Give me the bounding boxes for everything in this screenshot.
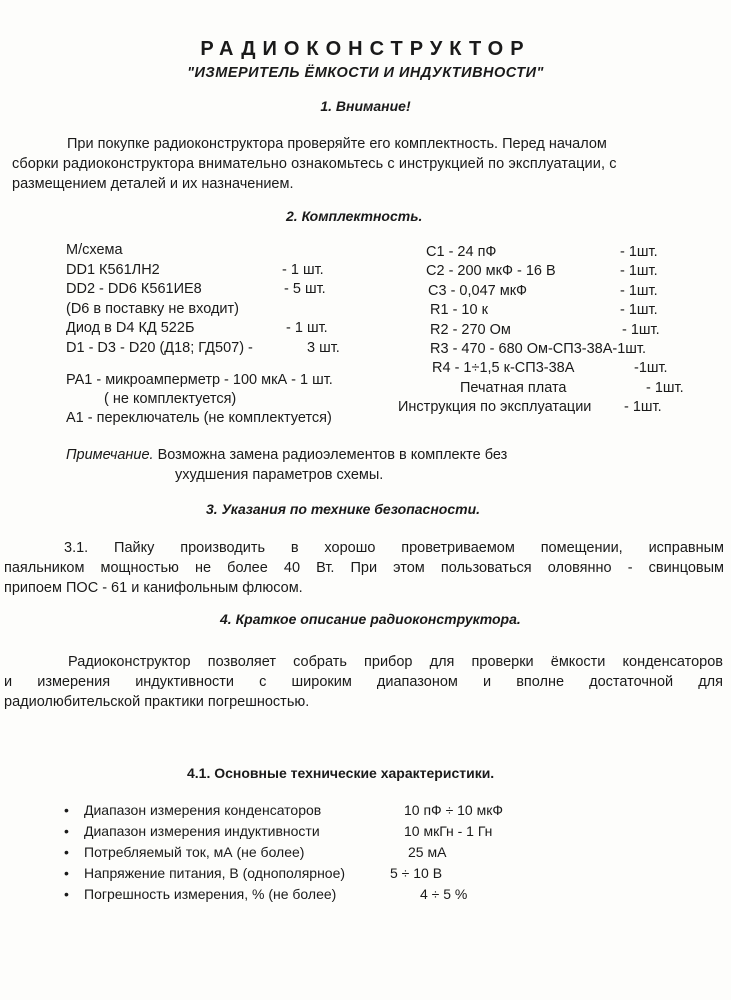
bullet-icon: • <box>64 865 69 881</box>
kit-item-name: М/схема <box>66 242 123 258</box>
kit-item <box>398 340 678 359</box>
kit-list-right <box>398 243 684 418</box>
kit-list-left-extra <box>66 371 396 428</box>
kit-item <box>66 261 386 281</box>
kit-item-qty: - 1шт. <box>624 399 662 416</box>
spec-item <box>64 865 544 886</box>
kit-item-name: R4 - 1÷1,5 к-СП3-38А <box>432 360 575 377</box>
kit-note <box>66 445 507 485</box>
kit-item-name: D1 - D3 - D20 (Д18; ГД507) - <box>66 339 253 356</box>
kit-item <box>66 241 386 261</box>
kit-item: A1 - переключатель (не комплектуется) <box>66 410 332 426</box>
note-text-1: Возможна замена радиоэлементов в комплекте без <box>157 447 508 463</box>
kit-item <box>398 243 678 262</box>
kit-item-name: R2 - 270 Ом <box>430 321 511 338</box>
spec-label: Потребляемый ток, мА (не более) <box>84 844 305 860</box>
kit-item <box>398 301 678 320</box>
bullet-icon: • <box>64 802 69 818</box>
kit-item-qty: - 1шт. <box>620 302 658 319</box>
kit-item-name: DD2 - DD6 К561ИЕ8 <box>66 281 202 298</box>
kit-item-name: R1 - 10 к <box>430 302 488 319</box>
section1-line-3: размещением деталей и их назначением. <box>12 176 294 192</box>
kit-item <box>398 379 684 398</box>
spec-item <box>64 886 544 907</box>
section1-line-2: сборки радиоконструктора внимательно ознакомьтесь с инструкцией по эксплуатации, с <box>12 156 617 172</box>
bullet-icon: • <box>64 823 69 839</box>
spec-label: Погрешность измерения, % (не более) <box>84 886 337 902</box>
bullet-icon: • <box>64 844 69 860</box>
kit-item-name: C2 - 200 мкФ - 16 В <box>426 263 556 280</box>
kit-item <box>398 321 678 340</box>
kit-item-name: C3 - 0,047 мкФ <box>428 282 528 299</box>
spec-value: 5 ÷ 10 В <box>390 865 443 881</box>
kit-item <box>398 398 678 417</box>
bullet-icon: • <box>64 886 69 902</box>
kit-item <box>66 319 386 339</box>
kit-item-name: Печатная плата <box>460 379 567 396</box>
spec-value: 4 ÷ 5 % <box>420 886 468 902</box>
kit-item: ( не комплектуется) <box>104 391 237 407</box>
section3-line-2: паяльником мощностью не более 40 Вт. При этом пользоваться оловянно - свинцовым <box>4 560 724 576</box>
document-subtitle: "ИЗМЕРИТЕЛЬ ЁМКОСТИ И ИНДУКТИВНОСТИ" <box>187 65 544 81</box>
kit-item <box>66 339 386 359</box>
note-label: Примечание. <box>66 447 154 463</box>
kit-item-qty: - 1шт. <box>620 282 658 299</box>
section4-line-1: Радиоконструктор позволяет собрать прибор для проверки ёмкости конденсаторов <box>68 654 723 670</box>
kit-item-qty: - 1 шт. <box>282 261 324 278</box>
kit-item <box>66 300 386 320</box>
section1-text <box>12 134 662 194</box>
kit-item-qty: -1шт. <box>634 360 668 377</box>
document-title: РАДИОКОНСТРУКТОР <box>200 38 531 60</box>
section3-heading: 3. Указания по технике безопасности. <box>206 501 481 517</box>
kit-item <box>66 280 386 300</box>
spec-list <box>64 802 544 907</box>
kit-item-qty: - 5 шт. <box>284 281 326 298</box>
section3-text <box>4 538 724 598</box>
kit-item-qty: - 1шт. <box>622 321 660 338</box>
note-text-2: ухудшения параметров схемы. <box>175 467 384 483</box>
spec-item <box>64 823 544 844</box>
kit-item-name: Диод в D4 КД 522Б <box>66 320 195 337</box>
kit-item-qty: - 1шт. <box>620 263 658 280</box>
section4-heading: 4. Краткое описание радиоконструктора. <box>220 611 521 627</box>
spec-item <box>64 844 544 865</box>
section4-line-2: и измерения индуктивности с широким диапазоном и вполне достаточной для <box>4 674 723 690</box>
kit-item-qty: - 1шт. <box>646 379 684 396</box>
kit-item-name: R3 - 470 - 680 Ом-СП3-38А-1шт. <box>430 340 646 357</box>
kit-item <box>398 282 678 301</box>
spec-value: 25 мА <box>408 844 447 860</box>
spec-label: Напряжение питания, В (однополярное) <box>84 865 346 881</box>
spec-value: 10 мкГн - 1 Гн <box>404 823 493 839</box>
spec-label: Диапазон измерения индуктивности <box>84 823 320 839</box>
kit-item-name: (D6 в поставку не входит) <box>66 300 239 317</box>
section1-line-1: При покупке радиоконструктора проверяйте его комплектность. Перед началом <box>67 136 607 152</box>
kit-item-qty: - 1 шт. <box>286 320 328 337</box>
spec-value: 10 пФ ÷ 10 мкФ <box>404 802 504 818</box>
kit-item-name: C1 - 24 пФ <box>426 244 497 260</box>
section3-line-1: 3.1. Пайку производить в хорошо проветриваемом помещении, исправным <box>64 540 724 556</box>
spec-label: Диапазон измерения конденсаторов <box>84 802 322 818</box>
kit-item-name: Инструкция по эксплуатации <box>398 399 592 416</box>
spec-item <box>64 802 544 823</box>
section4-text <box>4 652 723 712</box>
section41-heading: 4.1. Основные технические характеристики. <box>187 765 495 781</box>
section2-heading: 2. Комплектность. <box>286 208 423 224</box>
kit-list-left <box>66 241 386 359</box>
section3-line-3: припоем ПОС - 61 и канифольным флюсом. <box>4 580 303 596</box>
kit-item <box>398 359 678 378</box>
kit-item: PA1 - микроамперметр - 100 мкА - 1 шт. <box>66 372 333 388</box>
kit-item <box>398 262 678 281</box>
section4-line-3: радиолюбительской практики погрешностью. <box>4 694 310 710</box>
kit-item-qty: - 1шт. <box>620 244 658 260</box>
kit-item-name: DD1 К561ЛН2 <box>66 261 160 278</box>
kit-item-qty: 3 шт. <box>307 339 340 356</box>
section1-heading: 1. Внимание! <box>320 98 411 114</box>
